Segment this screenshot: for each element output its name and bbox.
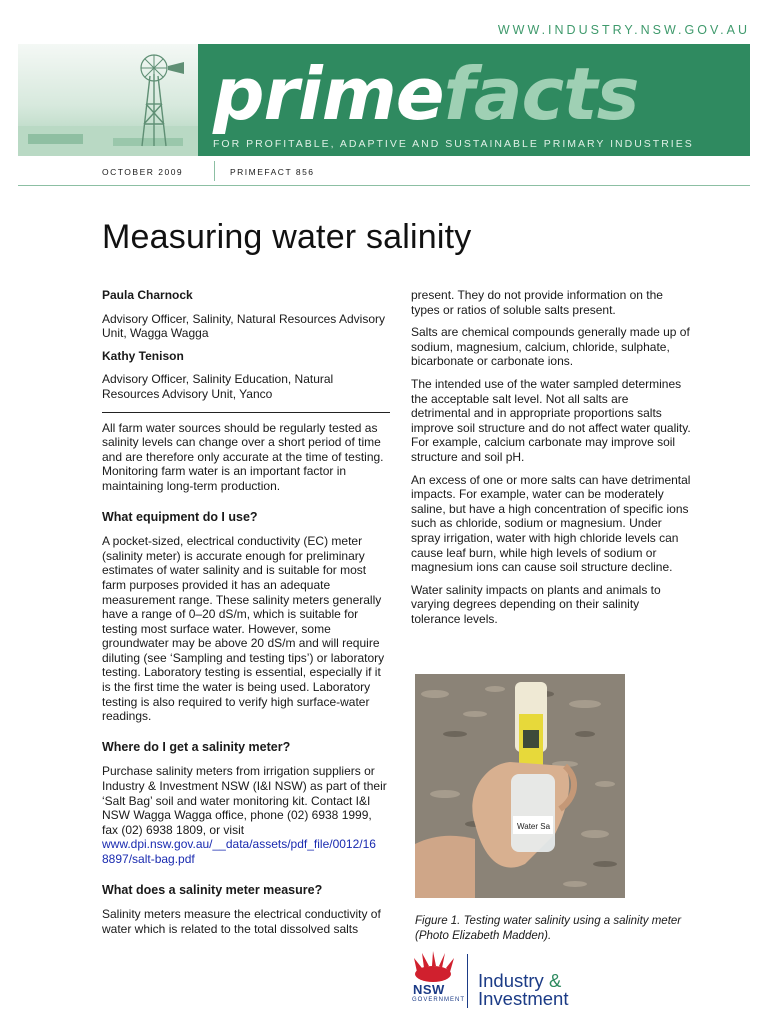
salinity-meter-photo — [415, 674, 625, 898]
issue-date: OCTOBER 2009 — [102, 167, 184, 177]
intro-paragraph: All farm water sources should be regularly tested as salinity levels can change over a short period of time and are therefore only accurate at the time of testing. Monitoring farm water is an important factor in maintaining long-term production. — [102, 420, 384, 493]
salt-bag-link[interactable]: www.dpi.nsw.gov.au/__data/assets/pdf_file/0012/16 8897/salt-bag.pdf — [102, 837, 376, 866]
heading-where: Where do I get a salinity meter? — [102, 739, 291, 754]
investment-label: Investment — [478, 988, 569, 1009]
author-role: Advisory Officer, Salinity Education, Natural Resources Advisory Unit, Yanco — [102, 372, 334, 401]
meta-divider — [214, 161, 215, 181]
industry-word: Industry — [478, 970, 544, 991]
website-url: WWW.INDUSTRY.NSW.GOV.AU — [450, 16, 750, 44]
windmill-photo — [18, 44, 198, 156]
logo-divider — [467, 954, 468, 1008]
body-paragraph: The intended use of the water sampled determines the acceptable salt level. Not all salts are detrimental and in appropriate proportions salts improve soil structure and do not affect water quality. For example, calcium carbonate may improve soil structure and soil pH. — [411, 376, 691, 464]
primefacts-logo — [213, 54, 638, 134]
nsw-label: NSW — [413, 982, 445, 997]
ampersand: & — [548, 970, 562, 991]
left-column — [102, 288, 390, 944]
right-column — [411, 288, 691, 634]
brand-facts: facts — [443, 52, 639, 136]
issue-meta-bar — [18, 157, 750, 186]
section-divider — [102, 412, 390, 413]
heading-equipment: What equipment do I use? — [102, 509, 258, 524]
waratah-icon — [404, 950, 466, 984]
author-name: Paula Charnock — [102, 288, 193, 302]
measure-paragraph: Salinity meters measure the electrical conductivity of water which is related to the total dissolved salts — [102, 907, 381, 936]
where-paragraph: Purchase salinity meters from irrigation suppliers or Industry & Investment NSW (I&I NSW) as part of their ‘Salt Bag’ soil and water monitoring kit. Contact I&I NSW Wagga Wagga office, phone (02) 6938 1999, fax (02) 6938 1809, or visit — [102, 764, 387, 837]
issue-number: PRIMEFACT 856 — [230, 167, 315, 177]
page-title: Measuring water salinity — [102, 218, 472, 256]
tagline: FOR PROFITABLE, ADAPTIVE AND SUSTAINABLE PRIMARY INDUSTRIES — [213, 138, 694, 150]
figure-caption: Figure 1. Testing water salinity using a salinity meter (Photo Elizabeth Madden). — [415, 915, 682, 942]
author-name: Kathy Tenison — [102, 348, 184, 363]
body-paragraph: present. They do not provide information on the types or ratios of soluble salts present. — [411, 288, 663, 317]
body-paragraph: Water salinity impacts on plants and animals to varying degrees depending on their salinity tolerance levels. — [411, 582, 661, 626]
equipment-paragraph: A pocket-sized, electrical conductivity (EC) meter (salinity meter) is accurate enough for preliminary estimates of water salinity and is suitable for most farm purposes provided it has an adequate measurement range. These salinity meters generally have a range of 0–20 dS/m, which is suitable for testing most surface water. However, some groundwater may be above 20 dS/m and will require diluting (see ‘Sampling and testing tips’) or laboratory testing. Laboratory testing is essential, especially if it is the first time the water is being used. Laboratory testing is also required to verify high surface-water readings. — [102, 534, 385, 724]
government-label: GOVERNMENT — [412, 997, 466, 1003]
body-paragraph: An excess of one or more salts can have detrimental impacts. For example, water can be moderately saline, but have a high concentration of specific ions such as chloride, sodium or magnesium. Under spray irrigation, water with high chloride levels can cause leaf burn, while high levels of sodium or magnesium ions can cause soil structure decline. — [411, 472, 691, 575]
cup-label: Water Sa — [517, 822, 551, 831]
body-paragraph: Salts are chemical compounds generally made up of sodium, magnesium, calcium, chloride, sulphate, bicarbonate or carbonate ions. — [411, 325, 690, 369]
heading-measure: What does a salinity meter measure? — [102, 882, 323, 897]
primefacts-banner — [18, 44, 750, 156]
industry-investment-logo — [404, 950, 604, 1010]
brand-prime: prime — [213, 52, 444, 136]
author-role: Advisory Officer, Salinity, Natural Resources Advisory Unit, Wagga Wagga — [102, 311, 385, 341]
